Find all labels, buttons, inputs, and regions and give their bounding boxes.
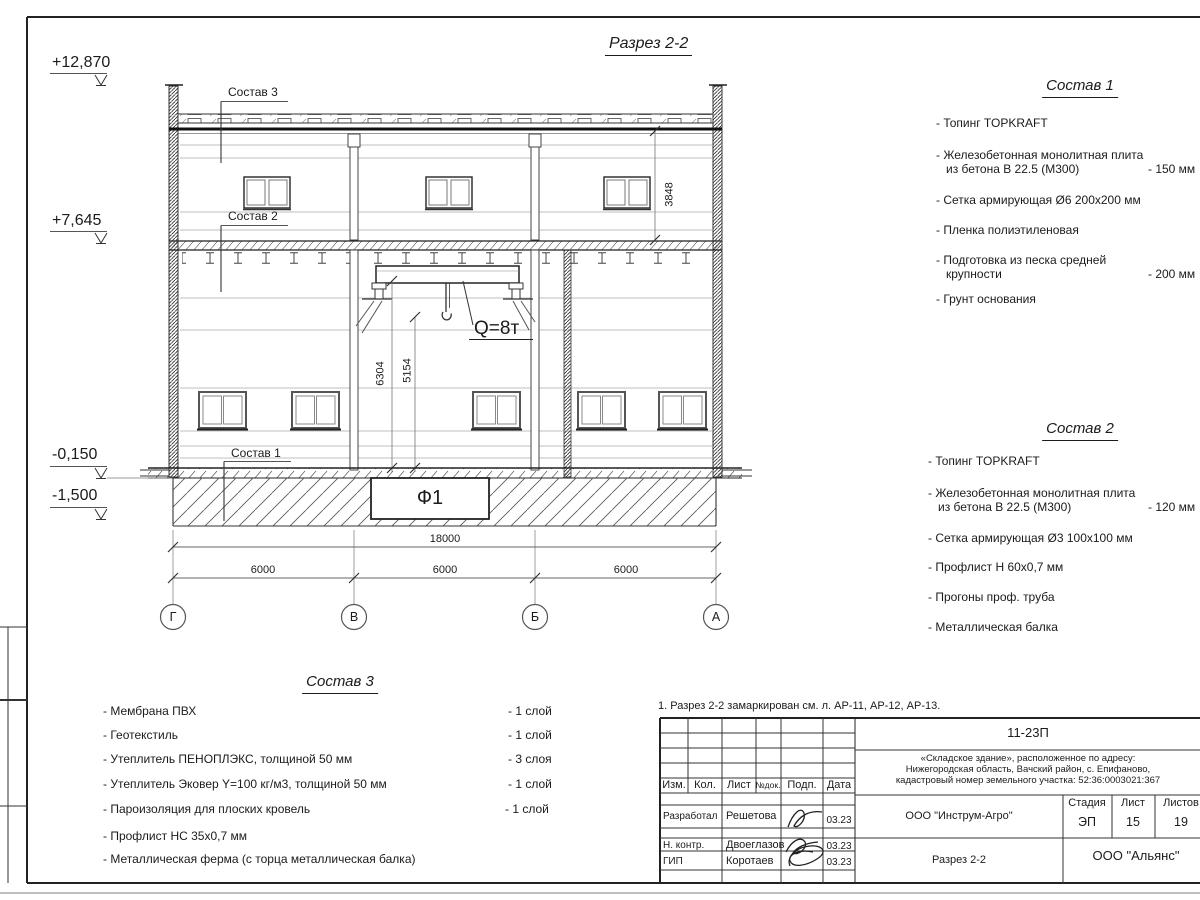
elevation-second-floor: +7,645 [52,212,102,229]
comp1-item: - Подготовка из песка средней [936,253,1107,267]
elevation-foundation: -1,500 [52,487,98,504]
drawing-note: 1. Разрез 2-2 замаркирован см. л. АР-11, АР-12, АР-13. [658,700,941,712]
comp2-item: - Сетка армирующая Ø3 100х100 мм [928,531,1133,545]
axis-bubble-b: Б [530,610,540,624]
tb-address-line1: «Складское здание», расположенное по адресу: [920,753,1136,764]
foundation-mass [173,478,716,526]
axis-bubble-g: Г [169,610,177,624]
comp3-item-value: - 1 слой [505,802,549,816]
comp3-item: - Пароизоляция для плоских кровель [103,802,311,816]
comp1-item: - Железобетонная монолитная плита [936,148,1144,162]
comp2-item-value: - 120 мм [1148,500,1196,514]
tb-row-name: Двоеглазов [726,839,785,851]
comp1-item: - Грунт основания [936,292,1036,306]
comp2-item-line2: из бетона В 22.5 (М300) [938,500,1072,514]
comp3-item-value: - 1 слой [508,728,552,742]
tb-col-ndoc: №док. [755,780,781,790]
tb-col-list: Лист [727,779,751,791]
comp1-item-value: - 200 мм [1148,267,1196,281]
tb-col-data: Дата [826,779,852,791]
interfloor-slab [169,241,722,264]
comp1-title: Состав 1 [1042,78,1118,98]
tb-row-name: Коротаев [726,855,774,867]
tb-row-date: 03.23 [826,815,852,826]
tb-sheets-label: Листов [1163,797,1199,809]
comp2-title: Состав 2 [1042,421,1118,441]
dim-bay-3: 6000 [613,564,639,576]
roof [169,114,722,134]
tb-row-role: Разработал [663,811,718,822]
tb-row-name: Решетова [726,810,777,822]
dim-overall: 18000 [429,533,461,545]
dim-bay-2: 6000 [432,564,458,576]
comp2-item: - Топинг TOPKRAFT [928,454,1040,468]
comp3-item: - Геотекстиль [103,728,178,742]
tb-contractor: ООО "Альянс" [1092,848,1180,863]
callout-sostav2: Состав 2 [228,209,278,223]
axis-bubble-v: В [349,610,359,624]
foundation-label: Ф1 [416,487,444,509]
upper-windows [243,177,651,210]
tb-stage-value: ЭП [1078,815,1096,829]
tb-sheets-total: 19 [1174,815,1188,829]
elevation-ground: -0,150 [52,446,98,463]
tb-sheet-title: Разрез 2-2 [931,854,987,866]
comp3-item-value: - 3 слоя [508,752,552,766]
elevation-top-parapet: +12,870 [52,54,111,71]
tb-sheet-label: Лист [1121,797,1145,809]
comp3-item: - Металлическая ферма (с торца металлическая балка) [103,852,416,866]
dim-bay-1: 6000 [250,564,276,576]
drawing-title: Разрез 2-2 [605,35,692,56]
tb-row-date: 03.23 [826,841,852,852]
comp1-item-line2: крупности [946,267,1002,281]
tb-stage-label: Стадия [1068,797,1106,809]
tb-col-podp: Подп. [787,779,817,791]
comp3-item: - Мембрана ПВХ [103,704,197,718]
callout-sostav3: Состав 3 [228,85,278,99]
comp3-item: - Утеплитель Эковер Y=100 кг/м3, толщиной 50 мм [103,777,387,791]
tb-address-line3: кадастровый номер земельного участка: 52:36:0003021:367 [895,775,1161,786]
tb-col-kol: Кол. [694,779,716,791]
dim-crane-rail: 6304 [374,361,387,386]
comp3-item: - Профлист НС 35х0,7 мм [103,829,247,843]
comp1-item: - Топинг TOPKRAFT [936,116,1048,130]
lower-windows [197,392,708,430]
comp3-title: Состав 3 [302,674,378,694]
tb-doc-number: 11-23П [1007,725,1049,740]
comp1-item-line2: из бетона В 22.5 (М300) [946,162,1080,176]
tb-row-role: ГИП [663,856,683,867]
comp3-item-value: - 1 слой [508,704,552,718]
comp1-item: - Сетка армирующая Ø6 200х200 мм [936,193,1141,207]
comp1-item-value: - 150 мм [1148,162,1196,176]
callout-sostav1: Состав 1 [231,446,281,460]
comp3-item-value: - 1 слой [508,777,552,791]
crane-capacity-label: Q=8т [474,318,520,339]
comp2-item: - Металлическая балка [928,620,1058,634]
comp2-item: - Профлист Н 60х0,7 мм [928,560,1064,574]
tb-col-izm: Изм. [662,779,686,791]
axis-bubble-a: А [711,610,721,624]
tb-address-line2: Нижегородская область, Вачский район, с. Епифаново, [905,764,1151,775]
tb-row-date: 03.23 [826,857,852,868]
comp1-item: - Пленка полиэтиленовая [936,223,1079,237]
comp3-item: - Утеплитель ПЕНОПЛЭКС, толщиной 50 мм [103,752,353,766]
tb-sheet-number: 15 [1126,815,1140,829]
tb-org: ООО "Инструм-Агро" [905,810,1013,822]
dim-hook-height: 5154 [401,358,414,383]
dim-upper-height: 3848 [663,182,676,207]
comp2-item: - Прогоны проф. труба [928,590,1055,604]
ground-slab [140,468,752,478]
tb-row-role: Н. контр. [663,840,705,851]
comp2-item: - Железобетонная монолитная плита [928,486,1136,500]
